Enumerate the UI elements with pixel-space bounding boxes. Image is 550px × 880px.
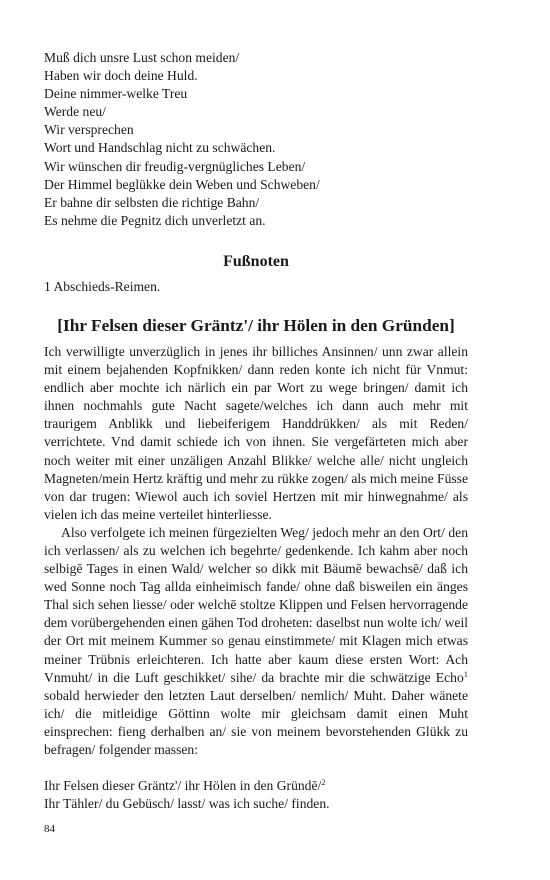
verse-line: Muß dich unsre Lust schon meiden/ xyxy=(44,50,240,65)
footnote-marker[interactable]: 2 xyxy=(321,777,326,788)
prose-body xyxy=(44,343,468,759)
verse-line: Wir wünschen dir freudig-vergnügliches Leben/ xyxy=(44,158,306,174)
verse-line: Werde neu/ xyxy=(44,104,106,120)
verse-line xyxy=(44,777,468,795)
paragraph-text: Also verfolgete ich meinen fürgezielten Weg/ jedoch mehr an den Ort/ den ich verlassen/ als zu welchen ich begehrte/ gedenkende. Ich kahm aber noch selbigē Tages in einen Wald/ welcher so dikk mit Bäumē bewachsē/ daß ich wed Sonne noch Tag allda einheimisch fande/ ohne daß bisweilen ein änges Thal sich sehen liesse/ oder welchē stoltze Klippen und Felsen hervorragende dem vorübergehenden einen gähen Tod droheten: daselbst nun wolte ich/ weil der Ort mit meinem Kummer so genau einstimmete/ mit Klagen mich etwas meiner Trübnis erleichteren. Ich hatte aber kaum diese ersten Wort: Ach Vnmuht/ in die Luft geschikket/ sihe/ da brachte mir die schwätzige Echo xyxy=(44,524,468,685)
page-number: 84 xyxy=(44,823,55,835)
verse-line: Er bahne dir selbsten die richtige Bahn/ xyxy=(44,194,260,210)
poem-verse xyxy=(44,49,468,230)
verse-line: Ihr Tähler/ du Gebüsch/ lasst/ was ich suche/ finden. xyxy=(44,796,330,812)
page-body xyxy=(44,49,468,813)
footnote-marker[interactable]: 1 xyxy=(463,668,468,679)
footnote-item: 1 Abschieds-Reimen. xyxy=(44,278,161,294)
paragraph-text: sobald herwieder den letzten Laut derselben/ nemlich/ Muht. Daher wänete ich/ die mitleidige Göttinn wolte mir gleichsam damit einen Muht einsprechen: fieng derhalben an/ sie von meinem bevorstehenden Glükk zu befragen/ folgender massen: xyxy=(44,687,468,757)
verse-line: Wort und Handschlag nicht zu schwächen. xyxy=(44,140,276,156)
section-title: [Ihr Felsen dieser Gräntz'/ ihr Hölen in den Gründen] xyxy=(57,315,455,335)
verse-line: Deine nimmer-welke Treu xyxy=(44,86,188,102)
paragraph xyxy=(44,524,468,759)
paragraph: Ich verwilligte unverzüglich in jenes ihr billiches Ansinnen/ unn zwar allein mit einem bejahenden Kopfnikken/ dann reden konte ich nicht für Vnmut: endlich aber mochte ich närlich ein par Wort zu wege bringen/ damit ich ihnen nochmahls gute Nacht sagete/welches ich dann auch mehr mit traurigem Anblikk und liebeiferigem Handdrükken/ als mit Reden/ verrichtete. Vnd damit schiede ich von ihnen. Sie vergefärteten mich aber noch weiter mit einer unzäligen Anzahl Blikke/ welche alle/ nicht ungleich Magneten/mein Hertz kräftig und mehr zu rükke zogen/ als mich meine Füsse von dar trugen: Wiewol auch ich soviel Hertzen mit mir hinwegnahme/ als vielen ich das meine verteilet hinterliesse. xyxy=(44,343,468,522)
footnotes-heading: Fußnoten xyxy=(223,252,289,270)
verse-line: Der Himmel beglükke dein Weben und Schweben/ xyxy=(44,176,320,192)
verse-line: Es nehme die Pegnitz dich unverletzt an. xyxy=(44,212,266,228)
verse-line: Haben wir doch deine Huld. xyxy=(44,68,198,84)
closing-verse xyxy=(44,777,468,813)
verse-line-text: Ihr Felsen dieser Gräntz'/ ihr Hölen in den Gründē/ xyxy=(44,778,322,794)
verse-line: Wir versprechen xyxy=(44,122,134,138)
